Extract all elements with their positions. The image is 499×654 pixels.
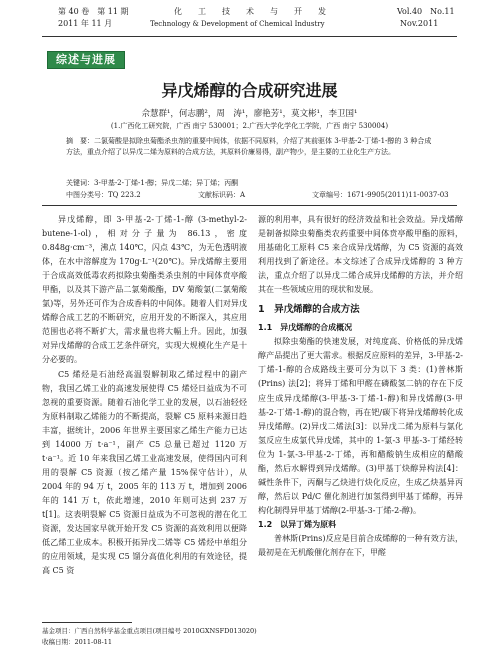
volume-issue: 第 40 卷 第 11 期 xyxy=(58,7,129,16)
body-paragraph: 拟除虫菊酯的快速发展，对纯度高、价格低的异戊烯醇产品提出了更大需求。根据反应原料的差异，3-甲基-2-丁烯-1-醇的合成路线主要可分为以下 3 类：(1)普林斯 (Prins) 法[2]；将异丁烯和甲醛在磷酸氢二钠的存在下反应生成异戊烯醇(3-甲基-3-丁烯-1-醇)和异戊烯醇(3-甲基-2-丁烯-1-醇)的混合物，再在钯/碳下将异戊烯醇转化成异戊烯醇。(2)异戊二烯法[3]：以异戊二烯为原料与氯化氢反应生成氯代异戊烯，其中的 1-氯-3 甲基-3-丁烯经转位为 1-氯-3-甲基-2-丁烯，再和醋酸钠生成相应的醋酸酯，然后水解得到异戊烯醇。(3)甲基丁炔醇异构法[4]：碱性条件下，丙酮与乙炔进行炔化反应，生成乙炔基异丙醇，然后以 Pd/C 催化剂进行加氢得到甲基丁烯醇，再异构化制得异甲基丁烯醇(2-甲基-3-丁烯-2-醇)。 xyxy=(258,337,463,515)
body-column-left xyxy=(42,213,247,578)
issue-date-english: Nov.2011 xyxy=(400,19,439,28)
body-column-right xyxy=(258,213,463,560)
section-badge: 综述与进展 xyxy=(47,51,125,69)
header-rule xyxy=(42,36,457,37)
author-list: 佘慧群¹，何志鹏²，周 涛¹，廖艳芳¹，莫文彬¹，李卫国¹ xyxy=(141,109,358,119)
body-paragraph: 异戊烯醇，即 3-甲基-2-丁烯-1-醇 (3-methyl-2-butene-1-ol)，相对分子量为 86.13，密度 0.848g·cm⁻³，沸点 140℃，闪点 43℃，为无色透明液体，在水中溶解度为 170g·L⁻¹(20℃)。异戊烯醇主要用于合成高效低毒农药拟除虫菊酯类杀虫剂的中间体贲亭酸甲酯，以及其下游产品二氯菊酸酯，DV 菊酸氯(二氯菊酸氯)等，另外还可作为合成香料的中间体。随着人们对异戊烯醇合成工艺的不断研究，应用开发的不断深入，其应用范围也必将不断扩大，需求量也将大幅上升。因此，加强对异戊烯醇的合成工艺条件研究，实现大规模化生产是十分必要的。 xyxy=(42,215,247,365)
issue-date: 2011 年 11 月 xyxy=(58,19,113,28)
section-heading: 1 异戊烯醇的合成方法 xyxy=(258,304,360,316)
document-code: 文献标识码：A xyxy=(198,191,246,199)
article-title: 异戊烯醇的合成研究进展 xyxy=(161,81,338,100)
volume-issue-english: Vol.40 No.11 xyxy=(397,7,455,16)
received-date: 收稿日期：2011-08-11 xyxy=(42,638,112,646)
journal-name: 化 工 技 术 与 开 发 xyxy=(174,7,330,16)
footnote-rule xyxy=(42,622,132,623)
article-identifiers xyxy=(66,190,449,200)
keywords: 关键词：3-甲基-2-丁烯-1-醇；异戊二烯；异丁烯；丙酮 xyxy=(66,179,239,187)
subsection-heading: 1.2 以异丁烯为原料 xyxy=(258,519,337,529)
funding-note: 基金项目：广西自然科学基金重点项目(项目编号 2010GXNSFD013020) xyxy=(42,627,257,635)
abstract-rule xyxy=(42,205,457,206)
abstract: 摘 要：二氯菊酸是拟除虫菊酯杀虫剂的重要中间体，依据不同原料，介绍了其前驱体 3-甲基-2-丁烯-1-醇的 3 种合成方法，重点介绍了以异戊二烯为原料的合成方法，其原料价廉易得，副产物少，是主要的工业化生产方法。 xyxy=(66,137,432,156)
running-header xyxy=(0,4,499,44)
body-paragraph: C5 烯烃是石油经高温裂解制取乙烯过程中的副产物，我国乙烯工业的高速发展使得 C5 烯烃日益成为不可忽视的重要资源。随着石油化学工业的发展，以石油轻烃为原料制取乙烯能力的不断提高，裂解 C5 原料来源日趋丰富，据统计，2006 年世界主要国家乙烯生产能力已达到 14000 万 t·a⁻¹，副产 C5 总量已超过 1120 万 t·a⁻¹。近 10 年来我国乙烯工业高速发展，使得国内可利用的裂解 C5 资源（按乙烯产量 15%保守估计），从 2004 年的 94 万 t，2005 年的 113 万 t，增加到 2006 年的 141 万 t，依此增速，2010 年则可达到 237 万 t[1]。这表明裂解 C5 资源日益成为不可忽视的潜在化工资源，发达国家早就开始开发 C5 资源的高效利用以便降低乙烯工业成本。积极开拓异戊二烯等 C5 烯烃中单组分的应用领域，是实现 C5 馏分高值化利用的有效途径，提高 C5 资 xyxy=(42,369,247,576)
journal-name-english: Technology & Development of Chemical Industry xyxy=(150,20,325,28)
author-affiliations: (1.广西化工研究院，广西 南宁 530001；2.广西大学化学化工学院，广西 南宁 530004) xyxy=(110,122,389,130)
article-number: 文章编号：1671-9905(2011)11-0037-03 xyxy=(312,191,449,199)
body-paragraph: 源的利用率，具有很好的经济效益和社会效益。异戊烯醇是制备拟除虫菊酯类农药重要中间体贲亭酸甲酯的原料，用基础化工原料 C5 来合成异戊烯醇，为 C5 资源的高效利用找到了新途径。本文综述了合成异戊烯醇的 3 种方法，重点介绍了以异戊二烯合成异戊烯醇的方法，并介绍其在一些领域应用的现状和发展。 xyxy=(258,215,463,295)
clc-number: 中图分类号：TQ 223.2 xyxy=(66,191,141,199)
body-paragraph: 普林斯(Prins)反应是目前合成烯醇的一种有效方法，最初是在无机酸催化剂存在下，甲醛 xyxy=(258,533,463,558)
subsection-heading: 1.1 异戊烯醇的合成概况 xyxy=(258,323,353,333)
